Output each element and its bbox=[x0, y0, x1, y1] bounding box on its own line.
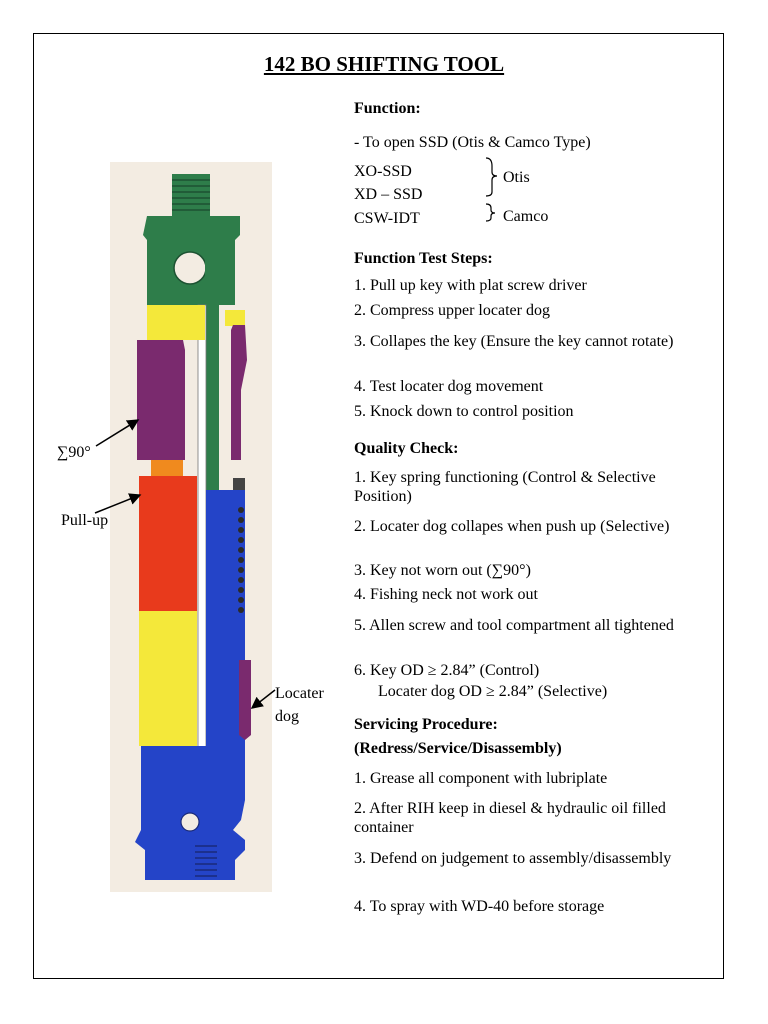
camco-label: Camco bbox=[503, 208, 549, 225]
servicing-heading: Servicing Procedure: bbox=[354, 716, 498, 733]
servicing-item-3: 3. Defend on judgement to assembly/disassembly bbox=[354, 850, 672, 867]
angle-label: ∑90° bbox=[57, 444, 91, 461]
test-step-1: 1. Pull up key with plat screw driver bbox=[354, 277, 587, 294]
quality-item-5: 5. Allen screw and tool compartment all tightened bbox=[354, 617, 674, 634]
quality-item-6: 6. Key OD ≥ 2.84” (Control) bbox=[354, 662, 540, 679]
test-step-3: 3. Collapes the key (Ensure the key cannot rotate) bbox=[354, 333, 674, 350]
quality-item-6-line2: Locater dog OD ≥ 2.84” (Selective) bbox=[378, 683, 608, 700]
quality-item-3: 3. Key not worn out (∑90°) bbox=[354, 562, 531, 579]
pullup-label: Pull-up bbox=[61, 512, 109, 529]
model-csw-idt: CSW-IDT bbox=[354, 210, 420, 227]
servicing-subheading: (Redress/Service/Disassembly) bbox=[354, 740, 562, 757]
model-xd-ssd: XD – SSD bbox=[354, 186, 423, 203]
servicing-item-2: 2. After RIH keep in diesel & hydraulic oil filled container bbox=[354, 800, 666, 836]
test-step-4: 4. Test locater dog movement bbox=[354, 378, 544, 395]
servicing-item-1: 1. Grease all component with lubriplate bbox=[354, 770, 608, 787]
quality-heading: Quality Check: bbox=[354, 440, 459, 457]
function-line: - To open SSD (Otis & Camco Type) bbox=[354, 134, 591, 151]
function-heading: Function: bbox=[354, 100, 421, 117]
quality-item-1: 1. Key spring functioning (Control & Selective Position) bbox=[354, 469, 656, 505]
quality-item-4: 4. Fishing neck not work out bbox=[354, 586, 538, 603]
locater-label-line1: Locater bbox=[275, 685, 324, 702]
locater-arrow bbox=[252, 690, 275, 708]
page-title: 142 BO SHIFTING TOOL bbox=[263, 52, 505, 76]
servicing-item-4: 4. To spray with WD-40 before storage bbox=[354, 898, 605, 915]
model-xo-ssd: XO-SSD bbox=[354, 163, 412, 180]
angle-arrow bbox=[96, 420, 138, 446]
test-steps-heading: Function Test Steps: bbox=[354, 250, 493, 267]
otis-label: Otis bbox=[503, 169, 530, 186]
test-step-5: 5. Knock down to control position bbox=[354, 403, 574, 420]
locater-label-line2: dog bbox=[275, 708, 299, 725]
pullup-arrow bbox=[95, 495, 140, 513]
test-step-2: 2. Compress upper locater dog bbox=[354, 302, 550, 319]
quality-item-2: 2. Locater dog collapes when push up (Selective) bbox=[354, 518, 670, 535]
